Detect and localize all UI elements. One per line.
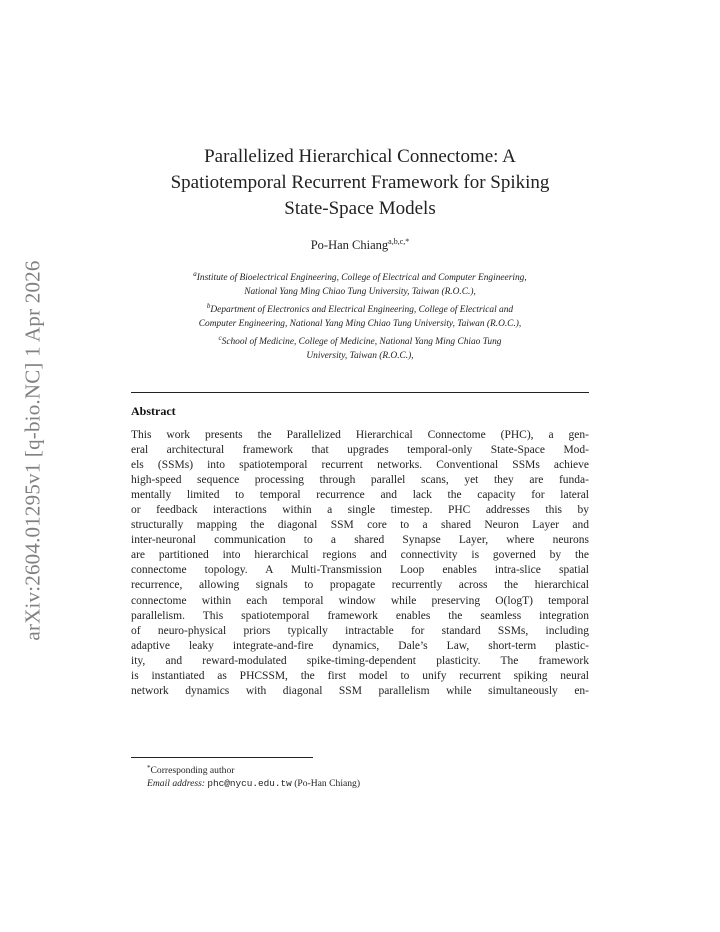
author-marks: a,b,c,* xyxy=(388,237,410,246)
affiliation-line xyxy=(131,331,589,349)
abstract-line: adaptive leaky integrate-and-fire dynamics, Dale’s Law, short-term plastic- xyxy=(131,639,589,652)
affiliation-line: University, Taiwan (R.O.C.), xyxy=(306,351,414,361)
email-link[interactable]: phc@nycu.edu.tw xyxy=(207,778,292,789)
affiliations xyxy=(131,267,589,363)
affiliation-text: Institute of Bioelectrical Engineering, College of Electrical and Computer Engineering, xyxy=(196,273,527,283)
arxiv-stamp xyxy=(18,250,48,650)
abstract-line: or feedback interactions within a single timestep. PHC addresses this by xyxy=(131,504,589,517)
email-owner: (Po-Han Chiang) xyxy=(294,778,361,789)
section-rule xyxy=(131,392,589,393)
abstract-line: recurrence, allowing signals to propagate recurrently across the hierarchical xyxy=(131,579,589,592)
footnote-email-line xyxy=(147,777,360,790)
affiliation-mark: a xyxy=(193,270,197,278)
abstract-line: eral architectural framework that upgrades temporal-only State-Space Mod- xyxy=(131,444,589,457)
arxiv-stamp-text: arXiv:2604.01295v1 [q-bio.NC] 1 Apr 2026 xyxy=(20,259,45,641)
abstract-line: high-speed sequence processing through parallel scans, yet they are funda- xyxy=(131,474,589,487)
affiliation-text: Department of Electronics and Electrical Engineering, College of Electrical and xyxy=(210,305,514,315)
abstract-line: ity, and reward-modulated spike-timing-dependent plasticity. The framework xyxy=(131,654,589,667)
footnote-mark: * xyxy=(147,764,151,772)
abstract-line: This work presents the Parallelized Hierarchical Connectome (PHC), a gen- xyxy=(131,429,589,441)
corresponding-label: Corresponding author xyxy=(150,765,235,776)
abstract-heading: Abstract xyxy=(131,404,176,418)
affiliation-line: National Yang Ming Chiao Tung University, Taiwan (R.O.C.), xyxy=(244,287,476,297)
abstract-line: connectome topology. A Multi-Transmission Loop enables intra-slice spatial xyxy=(131,564,589,577)
affiliation-mark: c xyxy=(218,334,222,342)
abstract-line: inter-neuronal communication to a shared Synapse Layer, where neurons xyxy=(131,534,589,547)
abstract-line: are partitioned into hierarchical regions and connectivity is governed by the xyxy=(131,549,589,562)
affiliation-mark: b xyxy=(206,302,211,310)
author-name: Po-Han Chiang xyxy=(310,238,389,252)
paper-title xyxy=(140,144,580,222)
abstract-line: structurally mapping the diagonal SSM core to a shared Neuron Layer and xyxy=(131,519,589,532)
title-line: State-Space Models xyxy=(284,198,436,219)
affiliation-line: Computer Engineering, National Yang Ming Chiao Tung University, Taiwan (R.O.C.), xyxy=(198,319,522,329)
affiliation-text: School of Medicine, College of Medicine, National Yang Ming Chiao Tung xyxy=(221,337,502,347)
footnote-rule xyxy=(131,757,313,758)
abstract-line: els (SSMs) into spatiotemporal recurrent networks. Conventional SSMs achieve xyxy=(131,459,589,472)
affiliation-line xyxy=(131,267,589,285)
abstract-line: is instantiated as PHCSSM, the first model to unify recurrent spiking neural xyxy=(131,669,589,682)
footnote xyxy=(147,762,360,790)
abstract-line: network dynamics with diagonal SSM parallelism while simultaneously en- xyxy=(131,684,589,697)
title-line: Parallelized Hierarchical Connectome: A xyxy=(204,146,516,167)
footnote-corresponding xyxy=(147,762,360,777)
abstract-line: mentally limited to temporal recurrence and lack the capacity for lateral xyxy=(131,489,589,502)
abstract-line: of neuro-physical priors typically intractable for standard SSMs, including xyxy=(131,624,589,637)
author-line xyxy=(140,237,580,253)
abstract-body xyxy=(131,428,589,699)
abstract-line: parallelism. This spatiotemporal framework enables the seamless integration xyxy=(131,609,589,622)
abstract-line: connectome within each temporal window while preserving O(logT) temporal xyxy=(131,594,589,607)
title-line: Spatiotemporal Recurrent Framework for Spiking xyxy=(170,172,550,193)
affiliation-line xyxy=(131,299,589,317)
email-label: Email address: xyxy=(147,778,206,789)
